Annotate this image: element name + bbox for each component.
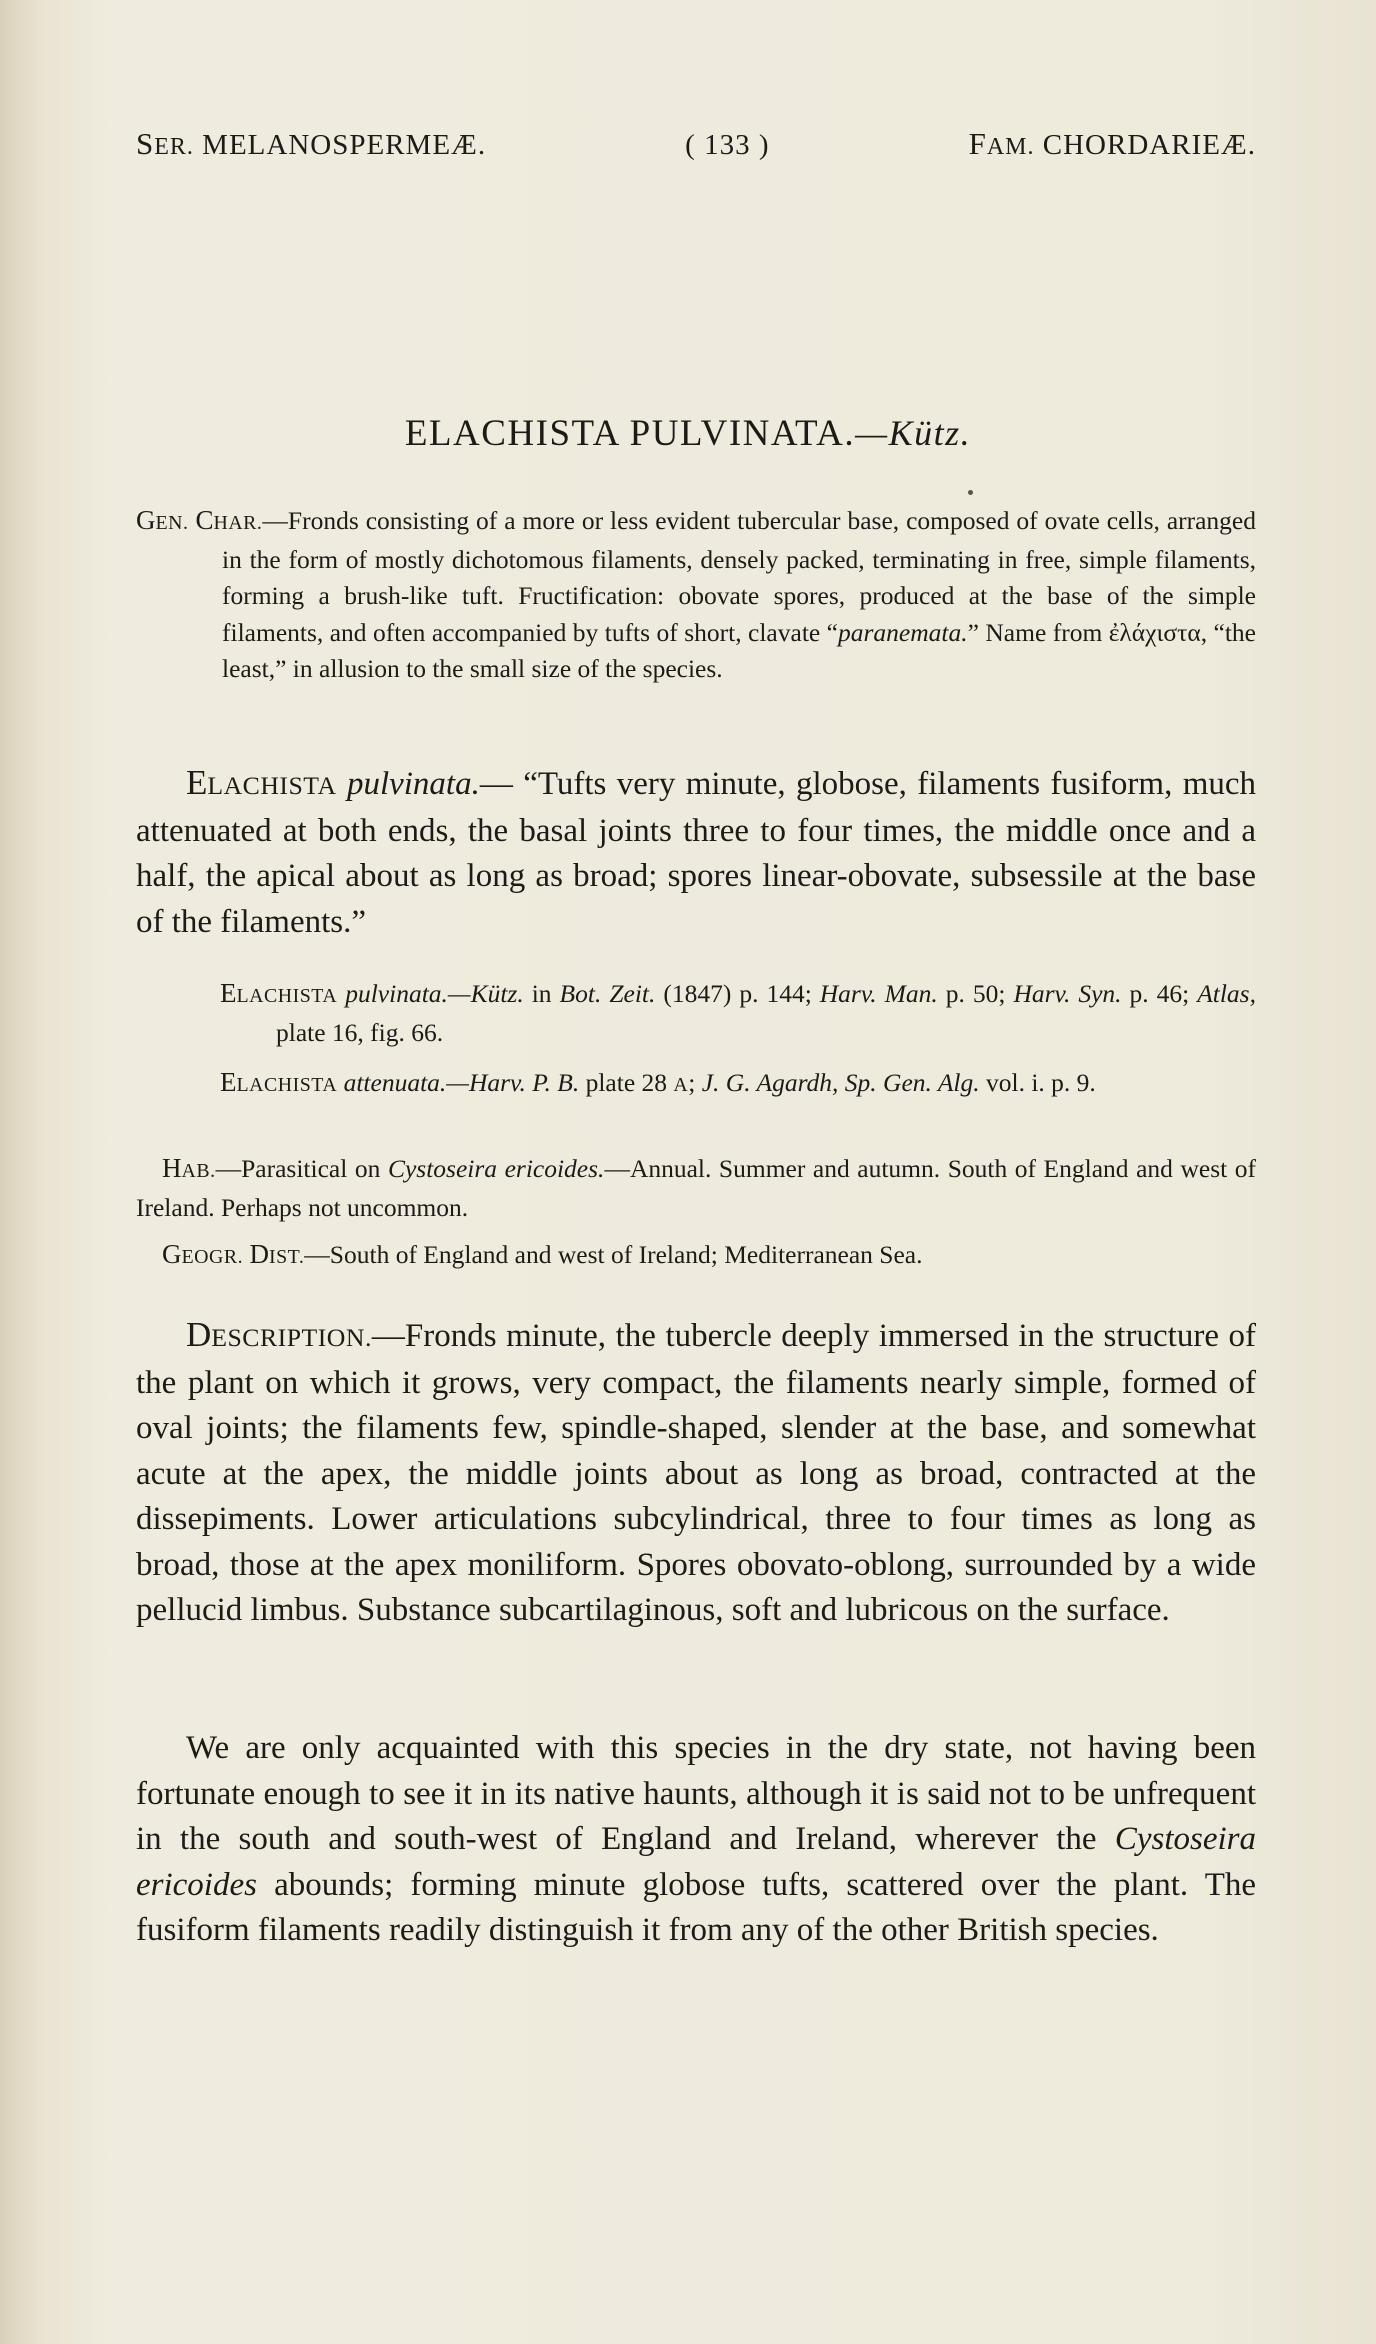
family-heading: FAM. CHORDARIEÆ.	[968, 126, 1256, 161]
generic-character: GEN. CHAR.—Fronds consisting of a more or less evident tubercular base, composed of ovate cells, arranged in the form of mostly dichotomous filaments, densely packed, terminating in free, simple filaments, forming a brush-like tuft. Fructification: obovate spores, produced at the base of the simple filaments, and often accompanied by tufts of short, clavate “paranemata.” Name from ἐλάχιστα, “the least,” in allusion to the small size of the species.	[136, 505, 1257, 684]
geographic-distribution: GEOGR. DIST.—South of England and west of Ireland; Mediterranean Sea.	[162, 1239, 923, 1269]
reference-1: ELACHISTA pulvinata.—Kütz. in Bot. Zeit. (1847) p. 144; Harv. Man. p. 50; Harv. Syn. p. 46; Atlas, plate 16, fig. 66.	[220, 978, 1256, 1047]
habitat: HAB.—Parasitical on Cystoseira ericoides.—Annual. Summer and autumn. South of England and west of Ireland. Perhaps not uncommon.	[136, 1153, 1257, 1222]
reference-2: ELACHISTA attenuata.—Harv. P. B. plate 28 A; J. G. Agardh, Sp. Gen. Alg. vol. i. p. 9.	[220, 1067, 1096, 1097]
remarks: We are only acquainted with this species in the dry state, not having been fortunate enough to see it in its native haunts, although it is said not to be unfrequent in the south and south-west of England and Ireland, wherever the Cystoseira ericoides abounds; forming minute globose tufts, scattered over the plant. The fusiform filaments readily distinguish it from any of the other British species.	[136, 1730, 1256, 1948]
species-title: ELACHISTA PULVINATA.—Kütz.	[404, 413, 972, 454]
ink-speck	[968, 490, 973, 495]
diagnosis: ELACHISTA pulvinata.— “Tufts very minute, globose, filaments fusiform, much attenuated at both ends, the basal joints three to four times, the middle once and a half, the apical about as long as broad; spores linear-obovate, subsessile at the base of the filaments.”	[136, 763, 1257, 940]
series-heading: SER. MELANOSPERMEÆ.	[136, 126, 487, 161]
page-number: ( 133 )	[685, 129, 770, 161]
running-head	[136, 126, 1256, 162]
description: DESCRIPTION.—Fronds minute, the tubercle deeply immersed in the structure of the plant on which it grows, very compact, the filaments nearly simple, formed of oval joints; the filaments few, spindle-shaped, slender at the base, and somewhat acute at the apex, the middle joints about as long as broad, contracted at the dissepiments. Lower articulations subcylindrical, three to four times as long as broad, those at the apex moniliform. Spores obovato-oblong, surrounded by a wide pellucid limbus. Substance subcartilaginous, soft and lubricous on the surface.	[136, 1315, 1256, 1628]
